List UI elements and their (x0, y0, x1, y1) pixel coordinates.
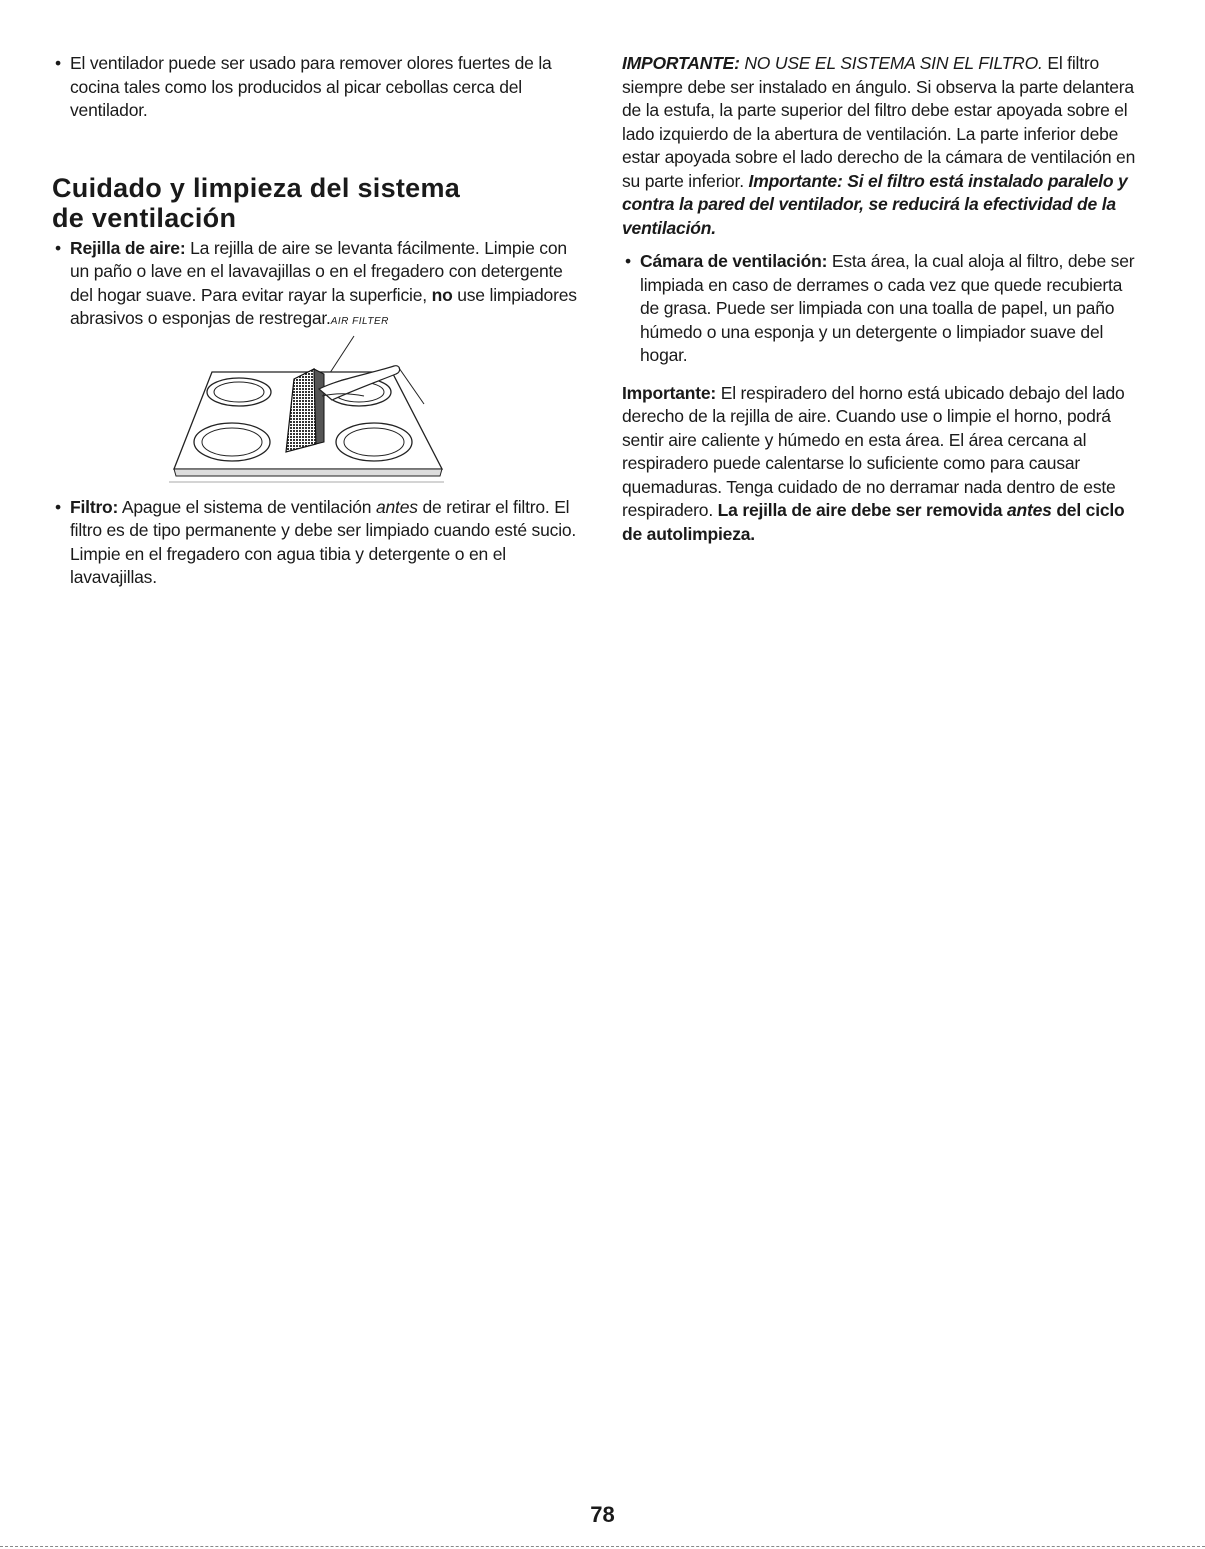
filtro-bullet (52, 496, 582, 590)
page-number: 78 (590, 1502, 615, 1527)
left-column (52, 52, 582, 590)
importante2-bold-italic: antes (1006, 500, 1052, 520)
importante2-bold-1: La rejilla de aire debe ser removida (717, 500, 1007, 520)
cooktop-svg (164, 334, 464, 484)
camara-text: Esta área, la cual aloja al filtro, debe ser limpiada en caso de derrames o cada vez que quede recubierta de grasa. Puede ser limpiada con una toalla de papel, un paño húmedo o una esponja y un detergente o limpiador suave del hogar. (640, 251, 1135, 365)
bottom-rule (0, 1546, 1205, 1547)
importante2-bold-2: del ciclo de autolimpieza. (622, 500, 1125, 544)
importante-italic: NO USE EL SISTEMA SIN EL FILTRO. (739, 53, 1043, 73)
filtro-label: Filtro: (70, 496, 119, 517)
importante-label: IMPORTANTE: (622, 53, 740, 73)
importante-text: El filtro siempre debe ser instalado en ángulo. Si observa la parte delantera de la estufa, la parte superior del filtro debe estar apoyada sobre el lado izquierdo de la abertura de ventilación. La parte inferior debe estar apoyada sobre el lado derecho de la cámara de ventilación en su parte inferior. (622, 53, 1136, 191)
rejilla-bullet (52, 237, 582, 334)
camara-label: Cámara de ventilación: (640, 251, 828, 271)
intro-text: El ventilador puede ser usado para remover olores fuertes de la cocina tales como los producidos al picar cebollas cerca del ventilador. (70, 53, 552, 120)
rejilla-text-2: use limpiadores abrasivos o esponjas de restregar. (70, 284, 577, 328)
bullet-dot: • (55, 237, 61, 258)
camara-bullet (622, 250, 1142, 368)
section-heading (52, 173, 582, 233)
bullet-dot: • (55, 496, 61, 517)
right-column (622, 52, 1142, 546)
bullet-dot: • (625, 251, 631, 271)
intro-bullet (52, 52, 582, 123)
importante-paragraph-1 (622, 52, 1142, 240)
importante-warning: Importante: Si el filtro está instalado paralelo y contra la pared del ventilador, se reducirá la efectividad de la ventilación. (622, 170, 1128, 238)
rejilla-bold-no: no (431, 284, 453, 305)
importante2-label: Importante: (622, 382, 717, 403)
filtro-text-2: de retirar el filtro. El filtro es de tipo permanente y debe ser limpiado cuando esté sucio. Limpie en el fregadero con agua tibia y detergente o en el lavavajillas. (70, 496, 577, 587)
filtro-text-1: Apague el sistema de ventilación (118, 496, 376, 517)
heading-line-1: Cuidado y limpieza del sistema (52, 172, 461, 203)
importante-paragraph-2 (622, 382, 1142, 547)
rejilla-text-1: La rejilla de aire se levanta fácilmente. Limpie con un paño o lave en el lavavajillas o en el fregadero con detergente del hogar suave. Para evitar rayar la superficie, (70, 237, 567, 305)
heading-line-2: de ventilación (52, 202, 237, 233)
bullet-dot: • (55, 53, 61, 73)
importante2-text: El respiradero del horno está ubicado debajo del lado derecho de la rejilla de aire. Cuando use o limpie el horno, podrá sentir aire caliente y húmedo en esta área. El área cercana al respiradero puede calentarse lo suficiente como para causar quemaduras. Tenga cuidado de no derramar nada dentro de este respiradero. (622, 382, 1125, 520)
filtro-italic-antes: antes (375, 496, 418, 517)
rejilla-label: Rejilla de aire: (70, 237, 186, 258)
cooktop-filter-illustration (164, 334, 464, 484)
air-filter-label: AIR FILTER (330, 316, 389, 327)
